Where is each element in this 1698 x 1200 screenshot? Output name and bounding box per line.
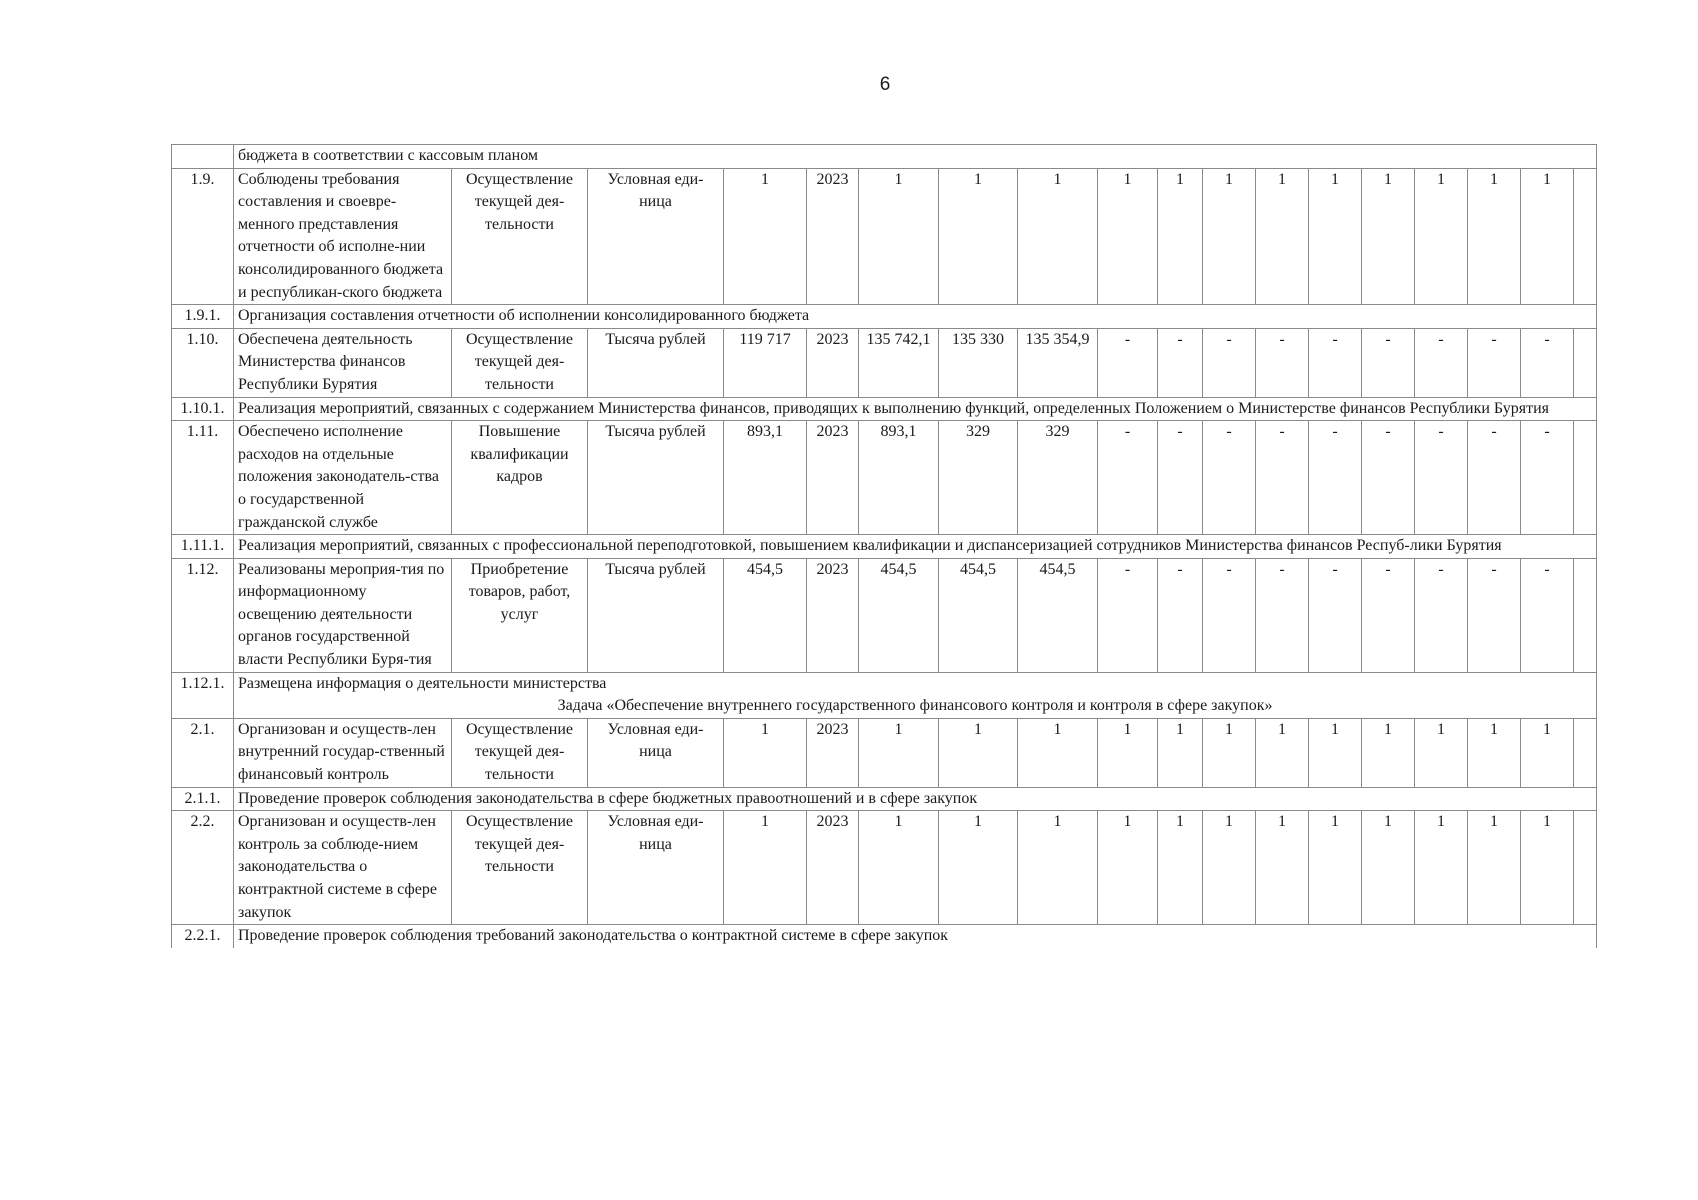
activity-row [172,672,1597,695]
result-type: Осуществление текущей дея-тельности [452,168,588,305]
year-value-5: - [1158,421,1203,535]
row-number: 1.11.1. [172,535,234,559]
year-value-10: - [1415,558,1468,672]
base-value: 1 [724,811,807,925]
task-heading: Задача «Обеспечение внутреннего государственного финансового контроля и контроля в сфере закупок» [234,695,1597,718]
year-value-3: 1 [1018,718,1098,787]
year-value-2: 135 330 [939,328,1018,397]
row-number: 1.10.1. [172,397,234,421]
year-value-5: - [1158,558,1203,672]
base-year: 2023 [807,811,859,925]
result-type: Осуществление текущей дея-тельности [452,718,588,787]
year-value-12: 1 [1521,811,1574,925]
year-value-7: 1 [1256,168,1309,305]
activity-text: Реализация мероприятий, связанных с профессиональной переподготовкой, повышением квалификации и диспансеризацией сотрудников Министерства финансов Респуб-лики Бурятия [234,535,1597,559]
base-year: 2023 [807,421,859,535]
year-value-7: 1 [1256,718,1309,787]
row-number [172,695,234,718]
unit-of-measure: Условная еди-ница [588,811,724,925]
base-value: 893,1 [724,421,807,535]
trailing-cell [1574,421,1597,535]
year-value-3: 1 [1018,811,1098,925]
activity-row [172,925,1597,948]
result-type: Осуществление текущей дея-тельности [452,811,588,925]
year-value-8: - [1309,328,1362,397]
trailing-cell [1574,811,1597,925]
activity-text: Размещена информация о деятельности министерства [234,672,1597,695]
year-value-4: 1 [1098,718,1158,787]
year-value-12: 1 [1521,168,1574,305]
year-value-1: 893,1 [859,421,939,535]
activity-row [172,787,1597,811]
year-value-8: 1 [1309,718,1362,787]
row-number: 2.2.1. [172,925,234,948]
result-name: Организован и осуществ-лен внутренний государ-ственный финансовый контроль [234,718,452,787]
year-value-4: - [1098,421,1158,535]
row-number: 1.10. [172,328,234,397]
trailing-cell [1574,718,1597,787]
year-value-8: 1 [1309,811,1362,925]
year-value-1: 1 [859,718,939,787]
result-type: Осуществление текущей дея-тельности [452,328,588,397]
year-value-12: - [1521,558,1574,672]
year-value-12: - [1521,328,1574,397]
year-value-3: 329 [1018,421,1098,535]
year-value-7: - [1256,328,1309,397]
year-value-6: - [1203,558,1256,672]
year-value-5: 1 [1158,718,1203,787]
year-value-1: 1 [859,811,939,925]
row-number: 2.1.1. [172,787,234,811]
year-value-11: 1 [1468,811,1521,925]
activity-text: Реализация мероприятий, связанных с содержанием Министерства финансов, приводящих к выполнению функций, определенных Положением о Министерстве финансов Республики Бурятия [234,397,1597,421]
row-number: 1.9. [172,168,234,305]
year-value-5: 1 [1158,811,1203,925]
year-value-9: 1 [1362,718,1415,787]
result-row [172,168,1597,305]
activity-text: Проведение проверок соблюдения законодательства в сфере бюджетных правоотношений и в сфере закупок [234,787,1597,811]
unit-of-measure: Тысяча рублей [588,558,724,672]
activity-text: Организация составления отчетности об исполнении консолидированного бюджета [234,305,1597,329]
carryover-text: бюджета в соответствии с кассовым планом [234,145,724,169]
result-name: Соблюдены требования составления и своевре-менного представления отчетности об исполне-нии консолидированного бюджета и республикан-ского бюджета [234,168,452,305]
year-value-2: 1 [939,811,1018,925]
unit-of-measure: Условная еди-ница [588,718,724,787]
row-number: 1.11. [172,421,234,535]
year-value-10: - [1415,421,1468,535]
year-value-4: 1 [1098,811,1158,925]
result-row [172,718,1597,787]
row-number: 1.12. [172,558,234,672]
year-value-10: - [1415,328,1468,397]
row-number: 1.9.1. [172,305,234,329]
year-value-3: 135 354,9 [1018,328,1098,397]
year-value-8: - [1309,421,1362,535]
base-value: 454,5 [724,558,807,672]
result-row [172,558,1597,672]
year-value-5: - [1158,328,1203,397]
year-value-7: 1 [1256,811,1309,925]
year-value-12: - [1521,421,1574,535]
year-value-8: - [1309,558,1362,672]
result-row [172,421,1597,535]
base-year: 2023 [807,558,859,672]
year-value-3: 454,5 [1018,558,1098,672]
activity-row [172,305,1597,329]
activity-row [172,397,1597,421]
row-number: 1.12.1. [172,672,234,695]
year-value-2: 1 [939,168,1018,305]
trailing-cell [1574,168,1597,305]
year-value-7: - [1256,558,1309,672]
year-value-6: 1 [1203,168,1256,305]
year-value-11: - [1468,421,1521,535]
year-value-11: 1 [1468,168,1521,305]
base-value: 1 [724,718,807,787]
carryover-row [172,145,1597,169]
year-value-10: 1 [1415,811,1468,925]
year-value-2: 329 [939,421,1018,535]
result-name: Обеспечено исполнение расходов на отдельные положения законодатель-ства о государственной гражданской службе [234,421,452,535]
year-value-1: 1 [859,168,939,305]
year-value-2: 1 [939,718,1018,787]
year-value-11: 1 [1468,718,1521,787]
row-number: 2.2. [172,811,234,925]
year-value-11: - [1468,328,1521,397]
year-value-9: 1 [1362,811,1415,925]
year-value-4: 1 [1098,168,1158,305]
year-value-10: 1 [1415,168,1468,305]
trailing-cell [1574,328,1597,397]
result-row [172,328,1597,397]
year-value-4: - [1098,558,1158,672]
year-value-6: - [1203,328,1256,397]
result-type: Приобретение товаров, работ, услуг [452,558,588,672]
year-value-9: - [1362,421,1415,535]
year-value-6: - [1203,421,1256,535]
year-value-9: - [1362,558,1415,672]
unit-of-measure: Условная еди-ница [588,168,724,305]
result-row [172,811,1597,925]
base-value: 1 [724,168,807,305]
base-year: 2023 [807,718,859,787]
carryover-empty-cell [724,145,1597,169]
year-value-7: - [1256,421,1309,535]
year-value-11: - [1468,558,1521,672]
activity-row [172,535,1597,559]
year-value-6: 1 [1203,811,1256,925]
unit-of-measure: Тысяча рублей [588,421,724,535]
unit-of-measure: Тысяча рублей [588,328,724,397]
year-value-4: - [1098,328,1158,397]
activity-text: Проведение проверок соблюдения требований законодательства о контрактной системе в сфере закупок [234,925,1597,948]
base-year: 2023 [807,168,859,305]
base-value: 119 717 [724,328,807,397]
row-number: 2.1. [172,718,234,787]
year-value-1: 135 742,1 [859,328,939,397]
year-value-9: 1 [1362,168,1415,305]
result-name: Обеспечена деятельность Министерства финансов Республики Бурятия [234,328,452,397]
year-value-8: 1 [1309,168,1362,305]
year-value-10: 1 [1415,718,1468,787]
result-type: Повышение квалификации кадров [452,421,588,535]
year-value-1: 454,5 [859,558,939,672]
carryover-num-cell [172,145,234,169]
page-number: 6 [879,74,891,95]
year-value-3: 1 [1018,168,1098,305]
year-value-2: 454,5 [939,558,1018,672]
result-name: Реализованы мероприя-тия по информационному освещению деятельности органов государственной власти Республики Буря-тия [234,558,452,672]
base-year: 2023 [807,328,859,397]
trailing-cell [1574,558,1597,672]
result-name: Организован и осуществ-лен контроль за соблюде-нием законодательства о контрактной системе в сфере закупок [234,811,452,925]
task-heading-row [172,695,1597,718]
indicators-table [171,144,1597,948]
year-value-12: 1 [1521,718,1574,787]
year-value-5: 1 [1158,168,1203,305]
year-value-9: - [1362,328,1415,397]
year-value-6: 1 [1203,718,1256,787]
